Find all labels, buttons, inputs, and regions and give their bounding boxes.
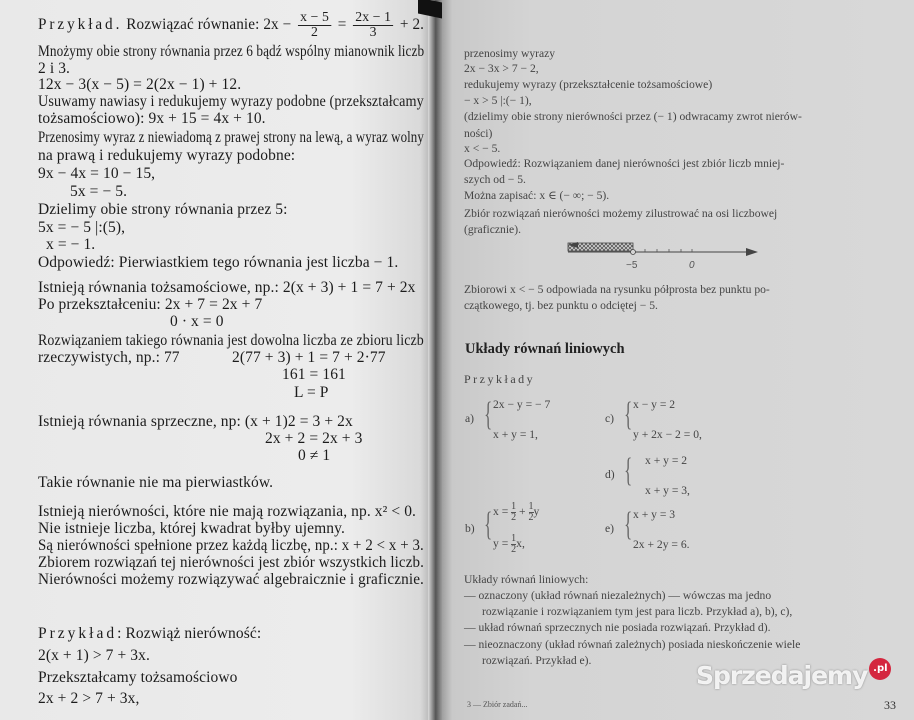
text-line: na prawą i redukujemy wyrazy podobne: <box>38 147 296 164</box>
denominator: 2 <box>528 512 534 523</box>
summary-item: — nieoznaczony (układ równań zależnych) posiada nieskończenie wiele <box>464 638 801 651</box>
system-label: d) <box>605 468 615 481</box>
numerator: 1 <box>511 501 517 512</box>
number-line-figure <box>560 238 770 279</box>
text-line: szych od − 5. <box>464 173 526 186</box>
text-line: Nierówności możemy rozwiązywać algebraicznie i graficznie. <box>38 571 424 588</box>
tick-label-minus5: −5 <box>626 260 638 271</box>
system-label: e) <box>605 522 615 535</box>
equation-line: 0 ≠ 1 <box>298 447 331 464</box>
summary-item-continued: rozwiązań. Przykład e). <box>482 654 592 667</box>
equation-line: 2(x + 1) > 7 + 3x. <box>38 647 150 664</box>
page-footer: 3 — Zbiór zadań... <box>467 700 528 709</box>
numerator: 2x − 1 <box>355 9 392 25</box>
section-heading: Układy równań liniowych <box>465 341 625 357</box>
example1-heading <box>38 10 424 40</box>
numerator: x − 5 <box>300 9 329 25</box>
eq-part: y <box>533 505 540 519</box>
numerator: 1 <box>528 501 534 512</box>
equation-line: − x > 5 |:(− 1), <box>464 94 532 107</box>
brace: { <box>484 506 493 543</box>
equals: = <box>337 16 347 33</box>
equation: x + y = 2 <box>645 454 688 467</box>
watermark <box>696 662 891 690</box>
equation-line: 2(77 + 3) + 1 = 7 + 2·77 <box>232 349 386 366</box>
example-text: : Rozwiąż nierówność: <box>117 625 262 642</box>
number-line <box>560 238 770 274</box>
summary-item-continued: rozwiązanie i rozwiązaniem tym jest para liczb. Przykład a), b), c), <box>482 605 793 618</box>
watermark-badge: .pl <box>869 658 891 680</box>
text-line: Dzielimy obie strony równania przez 5: <box>38 201 288 218</box>
text-line: ności) <box>464 127 493 140</box>
text-line: redukujemy wyrazy (przekształcenie tożsamościowe) <box>464 78 713 91</box>
equation: x + y = 3, <box>645 484 690 497</box>
example-text: Rozwiązać równanie: 2x − <box>126 16 292 33</box>
text-line: Zbiorem rozwiązań tej nierówności jest zbiór wszystkich liczb. <box>38 554 424 571</box>
text-line: (dzielimy obie strony nierówności przez (− 1) odwracamy zwrot nierów- <box>464 110 802 123</box>
equation-line: x = − 1. <box>46 236 96 253</box>
fraction <box>353 11 393 40</box>
watermark-logo: Sprzedajemy <box>696 661 868 690</box>
book-gutter <box>428 0 442 720</box>
equation-line: 5x = − 5. <box>70 183 128 200</box>
equation-line: 9x − 4x = 10 − 15, <box>38 165 156 182</box>
text-line: Nie istnieje liczba, której kwadrat byłby ujemny. <box>38 520 345 537</box>
text-line: Takie równanie nie ma pierwiastków. <box>38 474 274 491</box>
brace: { <box>624 506 633 543</box>
eq-part: x, <box>516 537 525 551</box>
equation: 2x + 2y = 6. <box>633 538 690 551</box>
example-label: Przykład. <box>38 16 123 33</box>
brace: { <box>624 396 633 433</box>
equation-line: 161 = 161 <box>282 366 346 383</box>
denominator: 2 <box>311 24 319 40</box>
summary-item: — układ równań sprzecznych nie posiada rozwiązań. Przykład d). <box>464 621 771 634</box>
text-line: rzeczywistych, np.: 77 <box>38 349 180 366</box>
fraction <box>511 502 516 523</box>
text-line: Po przekształceniu: 2x + 7 = 2x + 7 <box>38 296 263 313</box>
equation-line: x < − 5. <box>464 142 501 155</box>
equation: x − y = 2 <box>633 398 676 411</box>
example2-heading <box>38 626 261 642</box>
text-line: Istnieją nierówności, które nie mają rozwiązania, np. x² < 0. <box>38 503 417 520</box>
text-line: Mnożymy obie strony równania przez 6 bądź wspólny mianownik liczb <box>38 43 425 60</box>
equation: y + 2x − 2 = 0, <box>633 428 702 441</box>
system-label: c) <box>605 412 615 425</box>
text-line: Usuwamy nawiasy i redukujemy wyrazy podobne (przekształcamy <box>38 93 424 110</box>
page-number: 33 <box>884 698 896 712</box>
equation-line: 2x + 2 = 2x + 3 <box>265 430 363 447</box>
equation-line: 2x + 2 > 7 + 3x, <box>38 690 140 707</box>
equation: 2x − y = − 7 <box>493 398 551 411</box>
text-line: Przekształcamy tożsamościowo <box>38 669 238 686</box>
equation-line: 2x − 3x > 7 − 2, <box>464 62 539 75</box>
text-line: czątkowego, tj. bez punktu o odciętej − 5. <box>464 299 658 312</box>
text-line: Istnieją równania tożsamościowe, np.: 2(x + 3) + 1 = 7 + 2x <box>38 279 416 296</box>
text-line: Można zapisać: x ∈ (− ∞; − 5). <box>464 189 610 202</box>
answer-line: Odpowiedź: Pierwiastkiem tego równania jest liczba − 1. <box>38 254 399 271</box>
equation-line: L = P <box>294 384 329 401</box>
text-line: Zbiór rozwiązań nierówności możemy zilustrować na osi liczbowej <box>464 207 778 220</box>
text-line: (graficznie). <box>464 223 521 236</box>
text-line: przenosimy wyrazy <box>464 47 556 60</box>
eq-part: y = <box>493 537 509 551</box>
text-line: Istnieją równania sprzeczne, np: (x + 1)2 = 3 + 2x <box>38 413 353 430</box>
answer-line: Odpowiedź: Rozwiązaniem danej nierówności jest zbiór liczb mniej- <box>464 157 785 170</box>
text-line: Zbiorowi x < − 5 odpowiada na rysunku półprosta bez punktu po- <box>464 283 770 296</box>
axis-arrow-icon <box>746 248 758 256</box>
denominator: 2 <box>511 544 517 555</box>
brace: { <box>484 396 493 433</box>
text-line: Rozwiązaniem takiego równania jest dowolna liczba ze zbioru liczb <box>38 332 424 349</box>
system-label: a) <box>465 412 475 425</box>
summary-item: — oznaczony (układ równań niezależnych) — wówczas ma jedno <box>464 589 772 602</box>
tick-label-0: 0 <box>689 260 695 271</box>
text-line: Są nierówności spełnione przez każdą liczbę, np.: x + 2 < x + 3. <box>38 537 424 554</box>
equation <box>493 534 525 555</box>
equation-line: 5x = − 5 |:(5), <box>38 219 126 236</box>
example-label: Przykład <box>38 625 118 642</box>
fraction <box>298 11 331 40</box>
denominator: 3 <box>369 24 377 40</box>
brace: { <box>624 452 633 489</box>
text-line: Przenosimy wyraz z niewiadomą z prawej strony na lewą, a wyraz wolny <box>38 129 424 146</box>
summary-title: Układy równań liniowych: <box>464 573 589 586</box>
equation-line: 0 · x = 0 <box>170 313 224 330</box>
system-label: b) <box>465 522 475 535</box>
equation: x + y = 3 <box>633 508 676 521</box>
equation-tail: + 2. <box>399 16 425 33</box>
equation: x + y = 1, <box>493 428 538 441</box>
open-endpoint <box>631 250 636 255</box>
eq-part: x = <box>493 505 509 519</box>
equation-line: 12x − 3(x − 5) = 2(2x − 1) + 12. <box>38 76 242 93</box>
examples-label: Przykłady <box>464 372 536 386</box>
text-line: 2 i 3. <box>38 60 71 77</box>
numerator: 1 <box>511 533 517 544</box>
equation <box>493 502 539 523</box>
text-line: tożsamościowo): 9x + 15 = 4x + 10. <box>38 110 266 127</box>
denominator: 2 <box>511 512 517 523</box>
eq-part: + <box>519 505 526 519</box>
